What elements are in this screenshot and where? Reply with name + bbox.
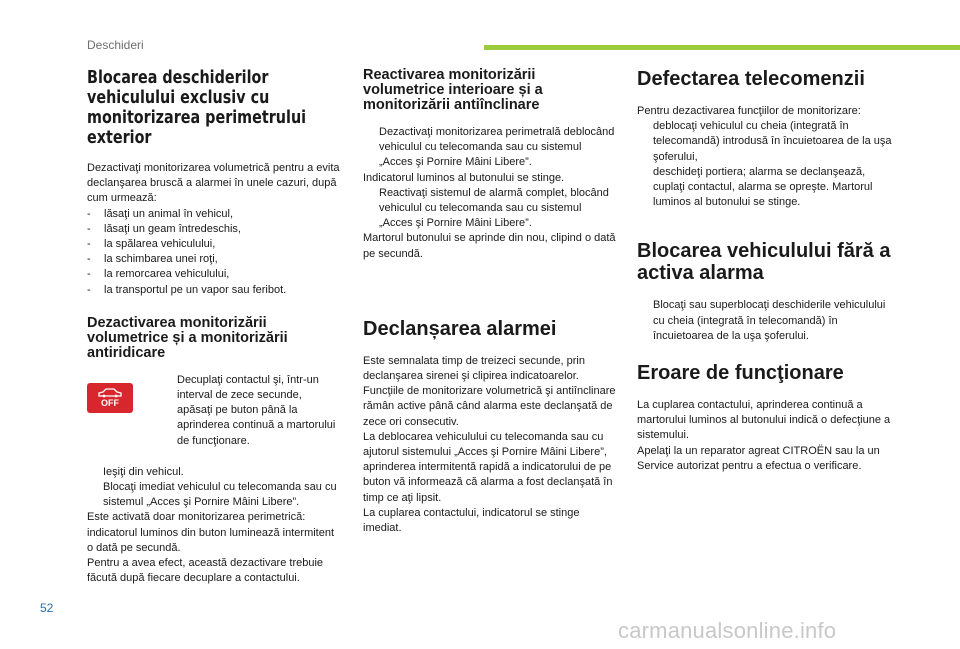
step-text: Decuplaţi contactul şi, într-un interval de zece secunde, apăsaţi pe buton până la aprinderea continuă a martorului de funcţionare. <box>177 373 336 447</box>
deactivate-intro: Dezactivaţi monitorizarea volumetrică pentru a evita declanşarea bruscă a alarmei în unele cazuri, după cum urmează: <box>87 162 340 205</box>
lock-exterior-title: Blocarea deschiderilor vehiculului exclusiv cu monitorizarea perimetrului exterior <box>87 68 307 148</box>
step-item <box>637 165 897 180</box>
dash-marker: - <box>87 238 91 251</box>
dash-marker: - <box>87 253 91 266</box>
dash-marker: - <box>87 268 91 281</box>
reactivation-note-2: Martorul butonului se aprinde din nou, clipind o dată pe secundă. <box>363 232 616 260</box>
case-text: la transportul pe un vapor sau feribot. <box>104 283 287 296</box>
case-item <box>87 237 342 252</box>
step-item <box>363 125 618 171</box>
alarm-paragraph-3: La deblocarea vehiculului cu telecomanda sau cu ajutorul sistemului „Acces şi Pornire Mâini Libere”, aprinderea intermitentă rapidă a indicatorului de pe buton vă informează că alarma a fost declanşată în timp ce aţi lipsit. <box>363 430 613 504</box>
lock-without-alarm-list <box>637 298 897 344</box>
case-item <box>87 267 342 282</box>
deactivate-subtitle: Dezactivarea monitorizării volumetrice și a monitorizării antiridicare <box>87 314 288 361</box>
remote-failure-list <box>637 119 897 210</box>
watermark: carmanualsonline.info <box>618 618 837 643</box>
step-text: Blocaţi sau superblocaţi deschiderile vehiculului cu cheia (integrată în telecomandă) în încuietoarea de la uşa şoferului. <box>653 299 886 342</box>
case-text: lăsaţi un animal în vehicul, <box>104 207 234 220</box>
middle-column <box>363 68 618 536</box>
right-column <box>637 68 897 474</box>
deactivation-note: Pentru a avea efect, această dezactivare trebuie făcută după fiecare decuplare a contactului. <box>87 557 324 585</box>
left-column <box>87 68 342 586</box>
alarm-off-icon <box>87 383 133 413</box>
exit-steps-list <box>87 465 342 511</box>
malfunction-title: Eroare de funcţionare <box>637 362 844 385</box>
off-button-instruction <box>87 373 342 449</box>
step-text: deblocaţi vehiculul cu cheia (integrată în telecomandă) introdusă în încuietoarea de la uşa şoferului, <box>653 120 892 163</box>
step-text: Reactivaţi sistemul de alarmă complet, blocând vehiculul cu telecomanda sau cu sistemul „Acces şi Pornire Mâini Libere”. <box>379 186 609 230</box>
section-header-label: Deschideri <box>87 38 144 52</box>
car-icon <box>97 387 123 398</box>
alarm-paragraph-4: La cuplarea contactului, indicatorul se stinge imediat. <box>363 506 580 535</box>
perimeter-note: Este activată doar monitorizarea perimetrică: indicatorul luminos din buton luminează intermitent o dată pe secundă. <box>87 511 335 554</box>
step-item <box>87 480 342 510</box>
dash-marker: - <box>87 283 91 296</box>
reactivation-step-1 <box>363 125 618 171</box>
case-text: la schimbarea unei roţi, <box>104 253 218 266</box>
dash-marker: - <box>87 207 91 220</box>
cases-list <box>87 207 342 298</box>
malfunction-paragraph-1: La cuplarea contactului, aprinderea continuă a martorului luminos al butonului indică o defecţiune a sistemului. <box>637 399 891 442</box>
page-number: 52 <box>40 601 54 615</box>
case-item <box>87 222 342 237</box>
step-item <box>87 465 342 480</box>
step-item <box>161 373 339 449</box>
step-text: cuplaţi contactul, alarma se opreşte. Martorul luminos al butonului se stinge. <box>653 181 873 209</box>
step-item <box>637 298 897 344</box>
step-item <box>637 119 897 165</box>
alarm-paragraph-2: Funcţiile de monitorizare volumetrică şi antiînclinare rămân active până când alarma este declanşată de zece ori consecutiv. <box>363 385 616 428</box>
remote-failure-intro: Pentru dezactivarea funcţiilor de monitorizare: <box>637 105 861 117</box>
section-accent-bar <box>484 45 960 50</box>
alarm-trigger-title: Declanșarea alarmei <box>363 317 557 340</box>
step-item <box>637 180 897 210</box>
reactivation-title: Reactivarea monitorizării volumetrice interioare și a monitorizării antiînclinare <box>363 67 543 113</box>
case-item <box>87 252 342 267</box>
off-label: OFF <box>101 398 119 409</box>
reactivation-step-2 <box>363 186 618 232</box>
lock-without-alarm-title: Blocarea vehiculului fără a activa alarma <box>637 240 891 285</box>
step-text: Ieşiţi din vehicul. <box>103 465 184 478</box>
step-item <box>363 186 618 232</box>
case-item <box>87 207 342 222</box>
case-text: lăsaţi un geam întredeschis, <box>104 222 241 235</box>
dash-marker: - <box>87 222 91 235</box>
step-text: deschideţi portiera; alarma se declanşează, <box>653 165 866 178</box>
alarm-paragraph-1: Este semnalata timp de treizeci secunde, prin declanşarea sirenei şi clipirea indicatoarelor. <box>363 354 585 383</box>
step-text: Blocaţi imediat vehiculul cu telecomanda sau cu sistemul „Acces şi Pornire Mâini Libere”. <box>103 481 337 509</box>
case-text: la spălarea vehiculului, <box>104 238 216 251</box>
icon-steps-list <box>161 373 339 449</box>
case-item <box>87 283 342 298</box>
remote-failure-title: Defectarea telecomenzii <box>637 68 865 90</box>
malfunction-paragraph-2: Apelaţi la un reparator agreat CITROËN sau la un Service autorizat pentru a efectua o verificare. <box>637 444 880 472</box>
step-text: Dezactivaţi monitorizarea perimetrală deblocând vehiculul cu telecomanda sau cu sistemul „Acces şi Pornire Mâini Libere”. <box>379 126 615 169</box>
case-text: la remorcarea vehiculului, <box>104 268 230 281</box>
reactivation-note-1: Indicatorul luminos al butonului se stinge. <box>363 171 565 184</box>
